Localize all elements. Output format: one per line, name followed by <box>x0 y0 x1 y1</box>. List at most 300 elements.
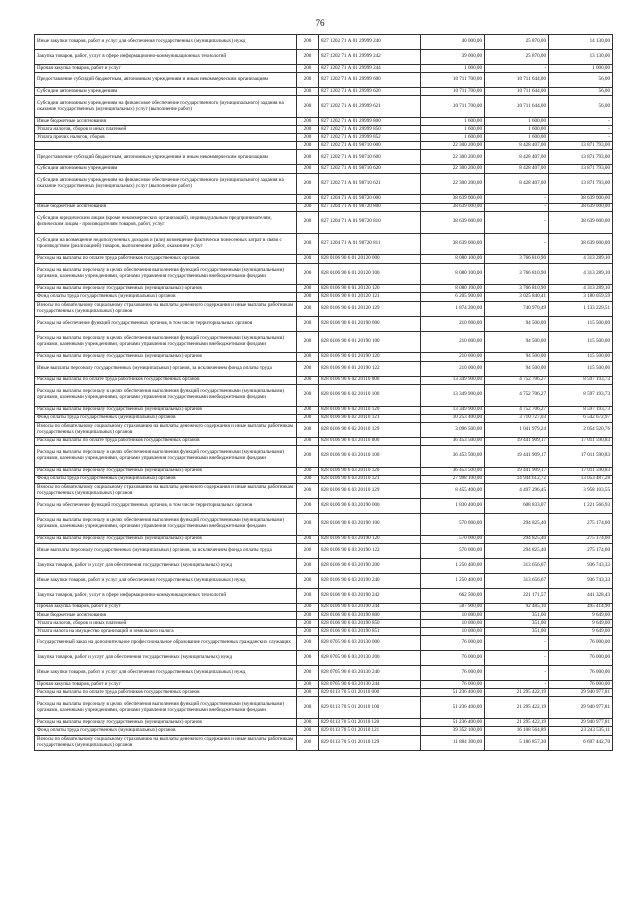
row-approved: 13 349 900,00 <box>421 376 485 384</box>
table-row <box>35 689 613 697</box>
row-name: Субсидии автономным учреждениям на финансовое обеспечение государственного (муниципального) задания на оказание государственных (муниципальных) услуг (выполнение работ) <box>35 173 297 195</box>
row-approved: 36 453 500,00 <box>421 437 485 445</box>
row-code: 200 <box>297 301 319 316</box>
row-approved: 22 300 200,00 <box>421 150 485 165</box>
row-approved: 38 639 000,00 <box>421 203 485 211</box>
row-kbk: 828 0106 90 6 03 20110 100 <box>319 445 421 467</box>
row-remaining: 23 243 535,11 <box>549 727 613 735</box>
row-remaining: - <box>549 126 613 134</box>
table-row <box>35 620 613 628</box>
row-name: Фонд оплаты труда государственных (муниципальных) органов <box>35 727 297 735</box>
row-code: 200 <box>297 558 319 573</box>
table-row <box>35 35 613 50</box>
row-kbk: 828 0106 90 6 03 20190 122 <box>319 543 421 558</box>
row-remaining: 38 639 000,00 <box>549 195 613 203</box>
row-approved: 51 236 400,00 <box>421 697 485 719</box>
row-kbk: 829 0113 70 5 01 20110 129 <box>319 735 421 750</box>
row-approved: 38 639 000,00 <box>421 211 485 233</box>
row-code: 200 <box>297 719 319 727</box>
row-executed: 10 711 644,00 <box>485 96 549 118</box>
table-row <box>35 195 613 203</box>
table-row <box>35 735 613 750</box>
row-code: 200 <box>297 588 319 603</box>
row-kbk: 827 1204 71 А 01 98720 800 <box>319 203 421 211</box>
table-row <box>35 203 613 211</box>
row-code: 200 <box>297 735 319 750</box>
row-executed: 94 500,00 <box>485 331 549 353</box>
table-row <box>35 543 613 558</box>
row-name: Взносы по обязательному социальному страхованию на выплаты денежного содержания и иные выплаты работникам государственных (муниципальных) органов <box>35 422 297 437</box>
row-executed: 8 428 407,00 <box>485 150 549 165</box>
row-approved: 13 349 900,00 <box>421 406 485 414</box>
row-name: Взносы по обязательному социальному страхованию на выплаты денежного содержания и иные выплаты работникам государственных (муниципальных) органов <box>35 301 297 316</box>
row-kbk: 827 1202 71 А 01 29999 600 <box>319 73 421 88</box>
row-approved: 570 000,00 <box>421 535 485 543</box>
row-approved: 38 639 000,00 <box>421 233 485 255</box>
row-name: Фонд оплаты труда государственных (муниципальных) органов <box>35 414 297 422</box>
row-approved: 1 000,00 <box>421 65 485 73</box>
row-code: 200 <box>297 118 319 126</box>
row-approved: 10 000,00 <box>421 628 485 636</box>
row-executed: 21 295 422,19 <box>485 689 549 697</box>
row-code: 200 <box>297 316 319 331</box>
row-remaining: 6 697 442,70 <box>549 735 613 750</box>
row-name: Расходы на обеспечение функций государственных органов, в том числе территориальных органов <box>35 316 297 331</box>
row-approved: 662 500,00 <box>421 588 485 603</box>
row-name: Субсидии автономным учреждениям на финансовое обеспечение государственного (муниципального) задания на оказание государственных (муниципальных) услуг (выполнение работ) <box>35 96 297 118</box>
row-remaining: - <box>549 118 613 126</box>
table-body <box>35 35 613 751</box>
row-kbk: 829 0113 70 5 01 20110 100 <box>319 697 421 719</box>
row-executed: 94 500,00 <box>485 361 549 376</box>
row-approved: 8 080 100,00 <box>421 285 485 293</box>
row-kbk: 828 0106 90 6 03 20190 851 <box>319 628 421 636</box>
page-number: 76 <box>315 18 325 28</box>
row-name: Иные бюджетные ассигнования <box>35 611 297 619</box>
table-row <box>35 467 613 475</box>
row-code: 200 <box>297 353 319 361</box>
row-name: Иные бюджетные ассигнования <box>35 118 297 126</box>
table-row <box>35 498 613 513</box>
row-remaining: 1 221 566,93 <box>549 498 613 513</box>
row-kbk: 828 0705 90 6 03 20130 240 <box>319 666 421 681</box>
row-kbk: 828 0106 90 6 02 20110 120 <box>319 406 421 414</box>
row-kbk: 828 0106 90 6 03 20190 800 <box>319 611 421 619</box>
row-name: Расходы на выплаты персоналу государственных (муниципальных) органов <box>35 285 297 293</box>
row-kbk: 828 0106 90 6 01 20190 120 <box>319 353 421 361</box>
row-kbk: 827 1202 71 А 01 29999 800 <box>319 118 421 126</box>
table-row <box>35 134 613 142</box>
row-kbk: 828 0106 90 6 02 20110 121 <box>319 414 421 422</box>
table-row <box>35 445 613 467</box>
row-kbk: 828 0106 90 6 03 20110 129 <box>319 483 421 498</box>
table-row <box>35 316 613 331</box>
row-name: Расходы на выплаты персоналу в целях обеспечения выполнения функций государственными (муниципальными) органами, казенными учреждениями, органами управления государственными внебюджетными фондами <box>35 384 297 406</box>
row-remaining: 495 414,90 <box>549 603 613 611</box>
row-kbk: 827 1202 71 А 01 98710 620 <box>319 165 421 173</box>
row-approved: 1 600,00 <box>421 134 485 142</box>
table-row <box>35 150 613 165</box>
row-kbk: 828 0106 90 6 01 20190 100 <box>319 331 421 353</box>
row-remaining: 9 649,00 <box>549 620 613 628</box>
row-remaining: 275 174,60 <box>549 535 613 543</box>
row-name: Прочая закупка товаров, работ и услуг <box>35 603 297 611</box>
row-name: Прочая закупка товаров, работ и услуг <box>35 65 297 73</box>
row-remaining: 29 940 977,81 <box>549 689 613 697</box>
row-code: 200 <box>297 50 319 65</box>
row-code: 200 <box>297 475 319 483</box>
table-row <box>35 361 613 376</box>
row-kbk: 827 1202 71 А 01 98710 000 <box>319 142 421 150</box>
row-name: Расходы на выплаты по оплате труда работников государственных органов <box>35 376 297 384</box>
row-executed: 4 752 706,27 <box>485 406 549 414</box>
table-row <box>35 406 613 414</box>
row-kbk: 827 1202 71 А 01 98710 600 <box>319 150 421 165</box>
table-row <box>35 719 613 727</box>
row-approved: 10 000,00 <box>421 620 485 628</box>
table-row <box>35 558 613 573</box>
row-name: Расходы на выплаты персоналу государственных (муниципальных) органов <box>35 353 297 361</box>
row-kbk: 827 1202 71 А 01 29999 240 <box>319 35 421 50</box>
table-row <box>35 173 613 195</box>
row-executed: 294 825,40 <box>485 513 549 535</box>
table-row <box>35 301 613 316</box>
table-row <box>35 165 613 173</box>
row-name: Расходы на выплаты персоналу в целях обеспечения выполнения функций государственными (муниципальными) органами, казенными учреждениями, органами управления государственными внебюджетными фондами <box>35 445 297 467</box>
table-row <box>35 651 613 666</box>
row-code: 200 <box>297 293 319 301</box>
row-name: Фонд оплаты труда государственных (муниципальных) органов <box>35 475 297 483</box>
row-remaining: 936 743,33 <box>549 573 613 588</box>
row-name: Государственный заказ на дополнительное профессиональное образование государственных гражданских служащих <box>35 636 297 651</box>
row-approved: 8 080 100,00 <box>421 263 485 285</box>
row-remaining: 38 639 000,00 <box>549 211 613 233</box>
row-name: Предоставление субсидий бюджетным, автономным учреждениям и иным некоммерческим организациям <box>35 73 297 88</box>
row-name: Субсидии автономным учреждениям <box>35 88 297 96</box>
row-executed: 25 870,00 <box>485 50 549 65</box>
row-executed: 3 766 810,90 <box>485 255 549 263</box>
row-code: 200 <box>297 483 319 498</box>
row-remaining: 56,00 <box>549 73 613 88</box>
row-executed: 92 485,10 <box>485 603 549 611</box>
row-remaining: 115 500,00 <box>549 361 613 376</box>
row-kbk: 828 0106 90 6 01 20190 000 <box>319 316 421 331</box>
row-executed: 10 711 644,00 <box>485 88 549 96</box>
row-approved: 210 000,00 <box>421 361 485 376</box>
row-code: 200 <box>297 384 319 406</box>
row-remaining: 17 011 590,83 <box>549 445 613 467</box>
table-row <box>35 414 613 422</box>
row-executed: 608 833,07 <box>485 498 549 513</box>
row-code: 200 <box>297 126 319 134</box>
row-approved: 587 900,00 <box>421 603 485 611</box>
row-executed: 221 171,57 <box>485 588 549 603</box>
row-code: 200 <box>297 255 319 263</box>
row-remaining: 76 000,00 <box>549 666 613 681</box>
row-approved: 39 000,00 <box>421 50 485 65</box>
table-row <box>35 636 613 651</box>
row-approved: 1 600,00 <box>421 118 485 126</box>
row-remaining: 14 130,00 <box>549 35 613 50</box>
row-code: 200 <box>297 65 319 73</box>
row-executed: - <box>485 681 549 689</box>
row-name: Субсидии автономным учреждениям <box>35 165 297 173</box>
row-name: Субсидии на возмещение недополученных доходов и (или) возмещение фактически понесенных затрат в связи с производством (реализацией) товаров, выполнением работ, оказанием услуг <box>35 233 297 255</box>
row-kbk: 827 1204 71 А 01 98720 810 <box>319 211 421 233</box>
row-name <box>35 142 297 150</box>
row-remaining: 76 000,00 <box>549 651 613 666</box>
table-row <box>35 293 613 301</box>
row-executed: 94 500,00 <box>485 316 549 331</box>
row-executed: 4 752 706,27 <box>485 376 549 384</box>
row-approved: 76 000,00 <box>421 651 485 666</box>
table-row <box>35 483 613 498</box>
row-executed: 351,00 <box>485 620 549 628</box>
row-code: 200 <box>297 285 319 293</box>
row-executed: - <box>485 666 549 681</box>
table-row <box>35 142 613 150</box>
row-remaining: 13 871 793,00 <box>549 150 613 165</box>
row-approved: 10 253 400,00 <box>421 414 485 422</box>
row-code: 200 <box>297 134 319 142</box>
table-row <box>35 535 613 543</box>
row-remaining: 441 328,43 <box>549 588 613 603</box>
row-approved: 8 455 400,00 <box>421 483 485 498</box>
row-remaining: 115 500,00 <box>549 316 613 331</box>
table-row <box>35 628 613 636</box>
row-approved: 6 205 900,00 <box>421 293 485 301</box>
row-code: 200 <box>297 727 319 735</box>
row-executed: 3 766 810,90 <box>485 285 549 293</box>
table-row <box>35 50 613 65</box>
table-row <box>35 727 613 735</box>
row-code: 200 <box>297 35 319 50</box>
row-kbk: 828 0106 90 6 03 20190 000 <box>319 498 421 513</box>
row-executed: 21 295 422,19 <box>485 697 549 719</box>
row-kbk: 828 0106 90 6 03 20190 244 <box>319 603 421 611</box>
row-kbk: 828 0106 90 6 03 20110 120 <box>319 467 421 475</box>
row-code: 200 <box>297 195 319 203</box>
row-kbk: 828 0106 90 6 02 20110 100 <box>319 384 421 406</box>
row-approved: 210 000,00 <box>421 353 485 361</box>
row-remaining: 56,00 <box>549 96 613 118</box>
row-kbk: 828 0106 90 6 01 20120 120 <box>319 285 421 293</box>
row-name: Фонд оплаты труда государственных (муниципальных) органов <box>35 293 297 301</box>
table-row <box>35 422 613 437</box>
row-name: Уплата прочих налогов, сборов <box>35 134 297 142</box>
row-approved: 51 236 400,00 <box>421 689 485 697</box>
row-approved: 1 874 200,00 <box>421 301 485 316</box>
row-executed: 4 497 296,45 <box>485 483 549 498</box>
table-row <box>35 211 613 233</box>
row-name: Субсидии юридическим лицам (кроме некоммерческих организаций), индивидуальным предпринимателям, физическим лицам - производителям товаров, работ, услуг <box>35 211 297 233</box>
row-name: Расходы на выплаты персоналу в целях обеспечения выполнения функций государственными (муниципальными) органами, казенными учреждениями, органами управления государственными внебюджетными фондами <box>35 513 297 535</box>
row-executed: 351,00 <box>485 611 549 619</box>
row-kbk: 827 1202 71 А 01 29999 621 <box>319 96 421 118</box>
row-approved: 36 453 500,00 <box>421 467 485 475</box>
row-name: Взносы по обязательному социальному страхованию на выплаты денежного содержания и иные выплаты работникам государственных (муниципальных) органов <box>35 483 297 498</box>
row-executed: 1 600,00 <box>485 126 549 134</box>
row-remaining: 38 639 000,00 <box>549 203 613 211</box>
row-name: Иные закупки товаров, работ и услуг для обеспечения государственных (муниципальных) нужд <box>35 666 297 681</box>
row-remaining: 56,00 <box>549 88 613 96</box>
table-row <box>35 513 613 535</box>
row-kbk: 827 1202 71 А 01 29999 244 <box>319 65 421 73</box>
row-executed: 1 600,00 <box>485 118 549 126</box>
row-kbk: 828 0106 90 6 03 20110 000 <box>319 437 421 445</box>
row-remaining: 13 130,00 <box>549 50 613 65</box>
row-code: 200 <box>297 73 319 88</box>
table-row <box>35 681 613 689</box>
row-name: Расходы на выплаты персоналу в целях обеспечения выполнения функций государственными (муниципальными) органами, казенными учреждениями, органами управления государственными внебюджетными фондами <box>35 697 297 719</box>
table-row <box>35 285 613 293</box>
row-code: 200 <box>297 697 319 719</box>
row-kbk: 828 0106 90 6 02 20110 000 <box>319 376 421 384</box>
row-executed: 8 428 407,00 <box>485 173 549 195</box>
row-code: 200 <box>297 233 319 255</box>
row-name: Иные закупки товаров, работ и услуг для обеспечения государственных (муниципальных) нужд <box>35 35 297 50</box>
row-code: 200 <box>297 422 319 437</box>
row-approved: 1 250 400,00 <box>421 558 485 573</box>
row-code: 200 <box>297 437 319 445</box>
row-kbk: 828 0705 90 6 03 20130 000 <box>319 636 421 651</box>
row-remaining: 29 940 977,81 <box>549 697 613 719</box>
row-kbk: 828 0106 90 6 01 20120 000 <box>319 255 421 263</box>
row-code: 200 <box>297 651 319 666</box>
row-executed: 19 441 909,17 <box>485 437 549 445</box>
table-row <box>35 73 613 88</box>
row-approved: 1 250 400,00 <box>421 573 485 588</box>
row-code: 200 <box>297 689 319 697</box>
row-kbk: 827 1204 71 А 01 98720 811 <box>319 233 421 255</box>
row-code: 200 <box>297 203 319 211</box>
row-approved: 10 711 700,00 <box>421 73 485 88</box>
row-code: 200 <box>297 331 319 353</box>
table-row <box>35 118 613 126</box>
row-executed: - <box>485 211 549 233</box>
row-code: 200 <box>297 620 319 628</box>
row-name: Иные закупки товаров, работ и услуг для обеспечения государственных (муниципальных) нужд <box>35 573 297 588</box>
row-executed: - <box>485 203 549 211</box>
row-approved: 210 000,00 <box>421 316 485 331</box>
row-remaining: 13 871 793,00 <box>549 142 613 150</box>
row-approved: 76 000,00 <box>421 636 485 651</box>
row-remaining: 2 054 520,76 <box>549 422 613 437</box>
row-code: 200 <box>297 211 319 233</box>
row-executed: 8 428 407,00 <box>485 165 549 173</box>
table-row <box>35 573 613 588</box>
row-code: 200 <box>297 96 319 118</box>
row-name: Расходы на выплаты персоналу государственных (муниципальных) органов <box>35 406 297 414</box>
row-executed: 740 970,49 <box>485 301 549 316</box>
row-remaining: 9 649,00 <box>549 628 613 636</box>
row-executed: 294 825,40 <box>485 535 549 543</box>
row-code: 200 <box>297 361 319 376</box>
table-row <box>35 475 613 483</box>
row-approved: 570 000,00 <box>421 543 485 558</box>
row-remaining: 275 174,60 <box>549 513 613 535</box>
row-approved: 11 884 300,00 <box>421 735 485 750</box>
row-name: Расходы на выплаты по оплате труда работников государственных органов <box>35 255 297 263</box>
row-kbk: 827 1204 71 А 01 98720 000 <box>319 195 421 203</box>
row-name: Взносы по обязательному социальному страхованию на выплаты денежного содержания и иные выплаты работникам государственных (муниципальных) органов <box>35 735 297 750</box>
row-executed: 313 656,67 <box>485 558 549 573</box>
row-remaining: 17 011 590,83 <box>549 467 613 475</box>
row-remaining: 936 743,33 <box>549 558 613 573</box>
row-executed: 10 711 644,00 <box>485 73 549 88</box>
row-remaining: 29 940 977,81 <box>549 719 613 727</box>
table-row <box>35 331 613 353</box>
row-executed: 313 656,67 <box>485 573 549 588</box>
row-executed: 3 766 810,90 <box>485 263 549 285</box>
row-remaining: 4 313 289,10 <box>549 285 613 293</box>
row-name: Расходы на выплаты персоналу государственных (муниципальных) органов <box>35 467 297 475</box>
row-approved: 10 000,00 <box>421 611 485 619</box>
row-kbk: 828 0106 90 6 03 20110 121 <box>319 475 421 483</box>
row-name <box>35 195 297 203</box>
row-code: 200 <box>297 628 319 636</box>
row-code: 200 <box>297 498 319 513</box>
row-name: Прочая закупка товаров, работ и услуг <box>35 681 297 689</box>
table-row <box>35 65 613 73</box>
row-name: Расходы на обеспечение функций государственных органов, в том числе территориальных органов <box>35 498 297 513</box>
row-approved: 36 453 500,00 <box>421 445 485 467</box>
row-code: 200 <box>297 535 319 543</box>
row-approved: 3 096 500,00 <box>421 422 485 437</box>
row-remaining: 3 958 103,55 <box>549 483 613 498</box>
row-kbk: 828 0106 90 6 03 20190 240 <box>319 573 421 588</box>
row-approved: 40 000,00 <box>421 35 485 50</box>
row-kbk: 827 1202 71 А 01 29999 620 <box>319 88 421 96</box>
row-kbk: 828 0106 90 6 03 20190 242 <box>319 588 421 603</box>
row-kbk: 827 1202 71 А 01 98710 621 <box>319 173 421 195</box>
row-remaining: 13 053 487,28 <box>549 475 613 483</box>
row-executed: 94 500,00 <box>485 353 549 361</box>
row-remaining: 1 133 229,51 <box>549 301 613 316</box>
table-row <box>35 233 613 255</box>
row-kbk: 828 0705 90 6 03 20130 200 <box>319 651 421 666</box>
row-code: 200 <box>297 513 319 535</box>
row-approved: 1 830 400,00 <box>421 498 485 513</box>
row-remaining: 3 180 059,59 <box>549 293 613 301</box>
row-name: Уплата налогов, сборов и иных платежей <box>35 620 297 628</box>
table-row <box>35 384 613 406</box>
table-row <box>35 126 613 134</box>
table-row <box>35 263 613 285</box>
table-row <box>35 96 613 118</box>
row-remaining: 275 174,60 <box>549 543 613 558</box>
row-executed: - <box>485 233 549 255</box>
row-kbk: 829 0113 70 5 01 20110 121 <box>319 727 421 735</box>
row-name: Закупка товаров, работ, услуг в сфере информационно-коммуникационных технологий <box>35 50 297 65</box>
row-remaining: 13 871 793,00 <box>549 173 613 195</box>
row-approved: 10 711 700,00 <box>421 96 485 118</box>
row-executed: 1 041 979,24 <box>485 422 549 437</box>
row-executed: - <box>485 651 549 666</box>
row-approved: 210 000,00 <box>421 331 485 353</box>
row-executed: 4 752 706,27 <box>485 384 549 406</box>
row-executed: 3 025 840,41 <box>485 293 549 301</box>
row-kbk: 828 0106 90 6 03 20190 100 <box>319 513 421 535</box>
table-row <box>35 353 613 361</box>
row-approved: 39 352 100,00 <box>421 727 485 735</box>
row-code: 200 <box>297 165 319 173</box>
row-name: Расходы на выплаты по оплате труда работников государственных органов <box>35 689 297 697</box>
row-code: 200 <box>297 376 319 384</box>
row-remaining: 8 597 193,73 <box>549 406 613 414</box>
row-remaining: 115 500,00 <box>549 353 613 361</box>
row-code: 200 <box>297 88 319 96</box>
